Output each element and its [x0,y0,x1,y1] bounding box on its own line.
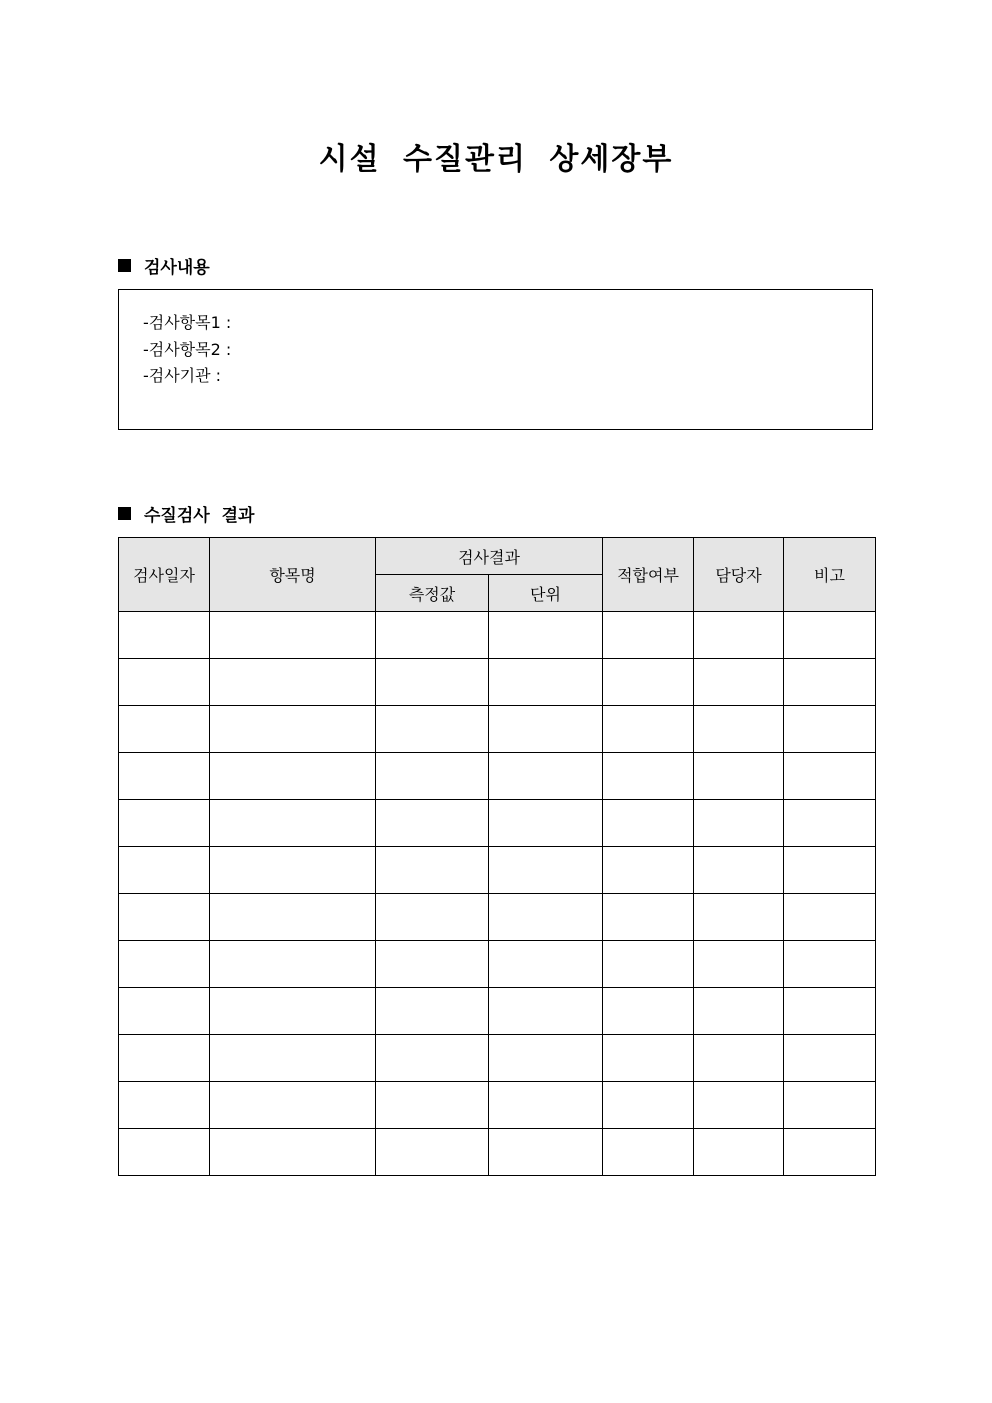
compliance-cell[interactable] [603,988,694,1035]
measured-value-cell[interactable] [376,706,489,753]
compliance-cell[interactable] [603,612,694,659]
results-heading-label: 수질검사 결과 [144,506,255,526]
date-cell[interactable] [119,1129,210,1176]
date-cell[interactable] [119,612,210,659]
compliance-cell[interactable] [603,1129,694,1176]
table-row [119,847,876,894]
compliance-cell[interactable] [603,753,694,800]
remarks-cell[interactable] [784,753,876,800]
compliance-cell[interactable] [603,706,694,753]
unit-cell[interactable] [489,753,603,800]
date-cell[interactable] [119,706,210,753]
item-name-cell[interactable] [210,894,376,941]
date-cell[interactable] [119,894,210,941]
unit-cell[interactable] [489,988,603,1035]
unit-cell[interactable] [489,847,603,894]
table-row [119,1129,876,1176]
measured-value-cell[interactable] [376,847,489,894]
compliance-cell[interactable] [603,941,694,988]
item-name-cell[interactable] [210,1129,376,1176]
table-row [119,612,876,659]
manager-cell[interactable] [694,1035,784,1082]
item-name-cell[interactable] [210,753,376,800]
column-header-unit: 단위 [489,575,603,612]
results-section-heading [118,501,254,526]
table-row [119,1035,876,1082]
manager-cell[interactable] [694,612,784,659]
page-title: 시설 수질관리 상세장부 [318,142,674,177]
compliance-cell[interactable] [603,1082,694,1129]
table-row [119,659,876,706]
date-cell[interactable] [119,847,210,894]
compliance-cell[interactable] [603,847,694,894]
column-header-compliance: 적합여부 [603,538,694,612]
item-name-cell[interactable] [210,847,376,894]
remarks-cell[interactable] [784,941,876,988]
unit-cell[interactable] [489,659,603,706]
inspection-item-2-line: -검사항목2 : [143,339,232,359]
square-bullet-icon [118,507,131,520]
date-cell[interactable] [119,988,210,1035]
inspection-item-1-line: -검사항목1 : [143,313,232,332]
measured-value-cell[interactable] [376,1129,489,1176]
manager-cell[interactable] [694,1082,784,1129]
measured-value-cell[interactable] [376,1035,489,1082]
remarks-cell[interactable] [784,706,876,753]
unit-cell[interactable] [489,894,603,941]
column-header-result-group: 검사결과 [376,538,603,575]
manager-cell[interactable] [694,894,784,941]
column-header-manager: 담당자 [694,538,784,612]
date-cell[interactable] [119,753,210,800]
column-header-date: 검사일자 [119,538,210,612]
measured-value-cell[interactable] [376,988,489,1035]
date-cell[interactable] [119,1082,210,1129]
measured-value-cell[interactable] [376,659,489,706]
manager-cell[interactable] [694,941,784,988]
manager-cell[interactable] [694,706,784,753]
date-cell[interactable] [119,1035,210,1082]
unit-cell[interactable] [489,706,603,753]
remarks-cell[interactable] [784,894,876,941]
remarks-cell[interactable] [784,659,876,706]
unit-cell[interactable] [489,800,603,847]
inspection-heading-label: 검사내용 [144,258,210,278]
date-cell[interactable] [119,800,210,847]
manager-cell[interactable] [694,988,784,1035]
results-table-body [119,612,876,1176]
table-row [119,894,876,941]
item-name-cell[interactable] [210,1035,376,1082]
column-header-remarks: 비고 [784,538,876,612]
measured-value-cell[interactable] [376,753,489,800]
item-name-cell[interactable] [210,612,376,659]
compliance-cell[interactable] [603,800,694,847]
remarks-cell[interactable] [784,1035,876,1082]
manager-cell[interactable] [694,659,784,706]
table-row [119,941,876,988]
table-row [119,1082,876,1129]
column-header-measured-value: 측정값 [376,575,489,612]
remarks-cell[interactable] [784,988,876,1035]
manager-cell[interactable] [694,753,784,800]
unit-cell[interactable] [489,1035,603,1082]
unit-cell[interactable] [489,1129,603,1176]
unit-cell[interactable] [489,1082,603,1129]
unit-cell[interactable] [489,612,603,659]
item-name-cell[interactable] [210,1082,376,1129]
compliance-cell[interactable] [603,894,694,941]
measured-value-cell[interactable] [376,894,489,941]
measured-value-cell[interactable] [376,941,489,988]
item-name-cell[interactable] [210,988,376,1035]
column-header-item-name: 항목명 [210,538,376,612]
remarks-cell[interactable] [784,847,876,894]
measured-value-cell[interactable] [376,800,489,847]
inspection-info-box [118,289,873,430]
remarks-cell[interactable] [784,1082,876,1129]
inspection-section-heading [118,253,210,278]
remarks-cell[interactable] [784,800,876,847]
unit-cell[interactable] [489,941,603,988]
table-row [119,753,876,800]
remarks-cell[interactable] [784,612,876,659]
item-name-cell[interactable] [210,659,376,706]
manager-cell[interactable] [694,1129,784,1176]
item-name-cell[interactable] [210,941,376,988]
remarks-cell[interactable] [784,1129,876,1176]
item-name-cell[interactable] [210,706,376,753]
compliance-cell[interactable] [603,659,694,706]
item-name-cell[interactable] [210,800,376,847]
date-cell[interactable] [119,659,210,706]
square-bullet-icon [118,259,131,272]
table-row [119,706,876,753]
measured-value-cell[interactable] [376,612,489,659]
inspection-agency-line: -검사기관 : [143,366,222,385]
compliance-cell[interactable] [603,1035,694,1082]
table-row [119,800,876,847]
manager-cell[interactable] [694,847,784,894]
measured-value-cell[interactable] [376,1082,489,1129]
water-quality-results-table [118,537,876,1176]
date-cell[interactable] [119,941,210,988]
table-row [119,988,876,1035]
manager-cell[interactable] [694,800,784,847]
